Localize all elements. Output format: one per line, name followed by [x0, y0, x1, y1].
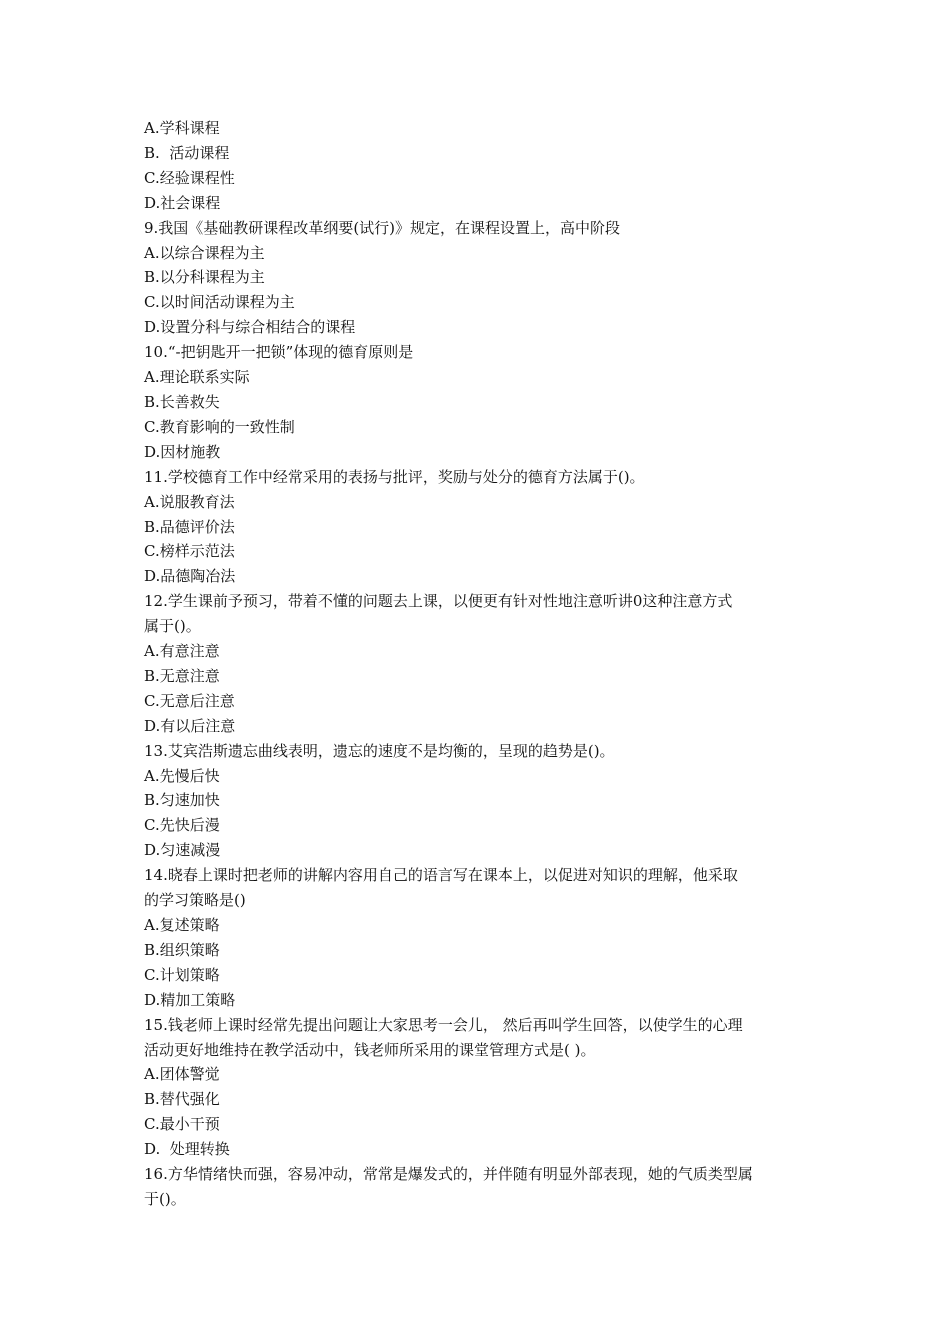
question-12-option-c: C.无意后注意: [144, 691, 235, 710]
question-10-option-a: A.理论联系实际: [144, 368, 250, 387]
question-12-option-d: D.有以后注意: [144, 716, 236, 735]
question-10-option-b: B.长善救失: [144, 392, 220, 411]
question-15-continued: 活动更好地维持在教学活动中，钱老师所采用的课堂管理方式是( )。: [144, 1040, 596, 1059]
question-12-option-b: B.无意注意: [144, 666, 220, 685]
question-14-option-b: B.组织策略: [144, 940, 220, 959]
question-15-option-d: D. 处理转换: [144, 1140, 230, 1159]
question-9-option-d: D.设置分科与综合相结合的课程: [144, 318, 356, 337]
question-13: 13.艾宾浩斯遗忘曲线表明，遗忘的速度不是均衡的，呈现的趋势是()。: [144, 741, 615, 760]
question-14-continued: 的学习策略是(): [144, 891, 246, 910]
option-a-subject-course: A.学科课程: [144, 119, 220, 137]
question-9-option-a: A.以综合课程为主: [144, 243, 265, 262]
question-9-option-c: C.以时间活动课程为主: [144, 293, 295, 312]
question-14-option-a: A.复述策略: [144, 916, 220, 934]
question-16: 16.方华情绪快而强，容易冲动，常常是爆发式的，并伴随有明显外部表现，她的气质类型属: [144, 1165, 753, 1184]
question-10-option-d: D.因材施教: [144, 442, 221, 461]
question-11-option-a: A.说服教育法: [144, 492, 235, 511]
question-11-option-d: D.品德陶冶法: [144, 567, 236, 586]
option-c-experience-course: C.经验课程性: [144, 168, 235, 187]
question-15-option-c: C.最小干预: [144, 1115, 220, 1134]
document-page: [144, 116, 809, 1212]
question-15: 15.钱老师上课时经常先提出问题让大家思考一会儿， 然后再叫学生回答，以使学生的心理: [144, 1015, 743, 1034]
question-14: 14.晓春上课时把老师的讲解内容用自己的语言写在课本上，以促进对知识的理解，他采取: [144, 866, 738, 885]
question-11: 11.学校德育工作中经常采用的表扬与批评，奖励与处分的德育方法属于()。: [144, 467, 645, 486]
option-d-social-course: D.社会课程: [144, 193, 221, 212]
question-11-option-b: B.品德评价法: [144, 517, 235, 536]
question-12-continued: 属于()。: [144, 617, 201, 636]
question-13-option-d: D.匀速减漫: [144, 841, 221, 860]
question-13-option-a: A.先慢后快: [144, 766, 220, 785]
question-9: 9.我国《基础教研课程改革纲要(试行)》规定，在课程设置上，高中阶段: [144, 218, 621, 237]
question-11-option-c: C.榜样示范法: [144, 542, 235, 561]
question-15-option-b: B.替代强化: [144, 1090, 220, 1109]
question-13-option-b: B.匀速加快: [144, 791, 220, 810]
question-10-option-c: C.教育影响的一致性制: [144, 417, 295, 436]
question-10: 10.“-把钥匙开一把锁”体现的德育原则是: [144, 343, 414, 362]
question-12: 12.学生课前予预习，带着不懂的问题去上课，以便更有针对性地注意听讲0这种注意方式: [144, 592, 733, 611]
question-9-option-b: B.以分科课程为主: [144, 268, 265, 287]
question-15-option-a: A.团体警觉: [144, 1065, 220, 1084]
question-13-option-c: C.先快后漫: [144, 816, 220, 835]
question-14-option-d: D.精加工策略: [144, 990, 236, 1009]
question-12-option-a: A.有意注意: [144, 642, 220, 661]
question-16-continued: 于()。: [144, 1189, 186, 1208]
question-14-option-c: C.计划策略: [144, 965, 220, 984]
option-b-activity-course: B. 活动课程: [144, 143, 230, 162]
